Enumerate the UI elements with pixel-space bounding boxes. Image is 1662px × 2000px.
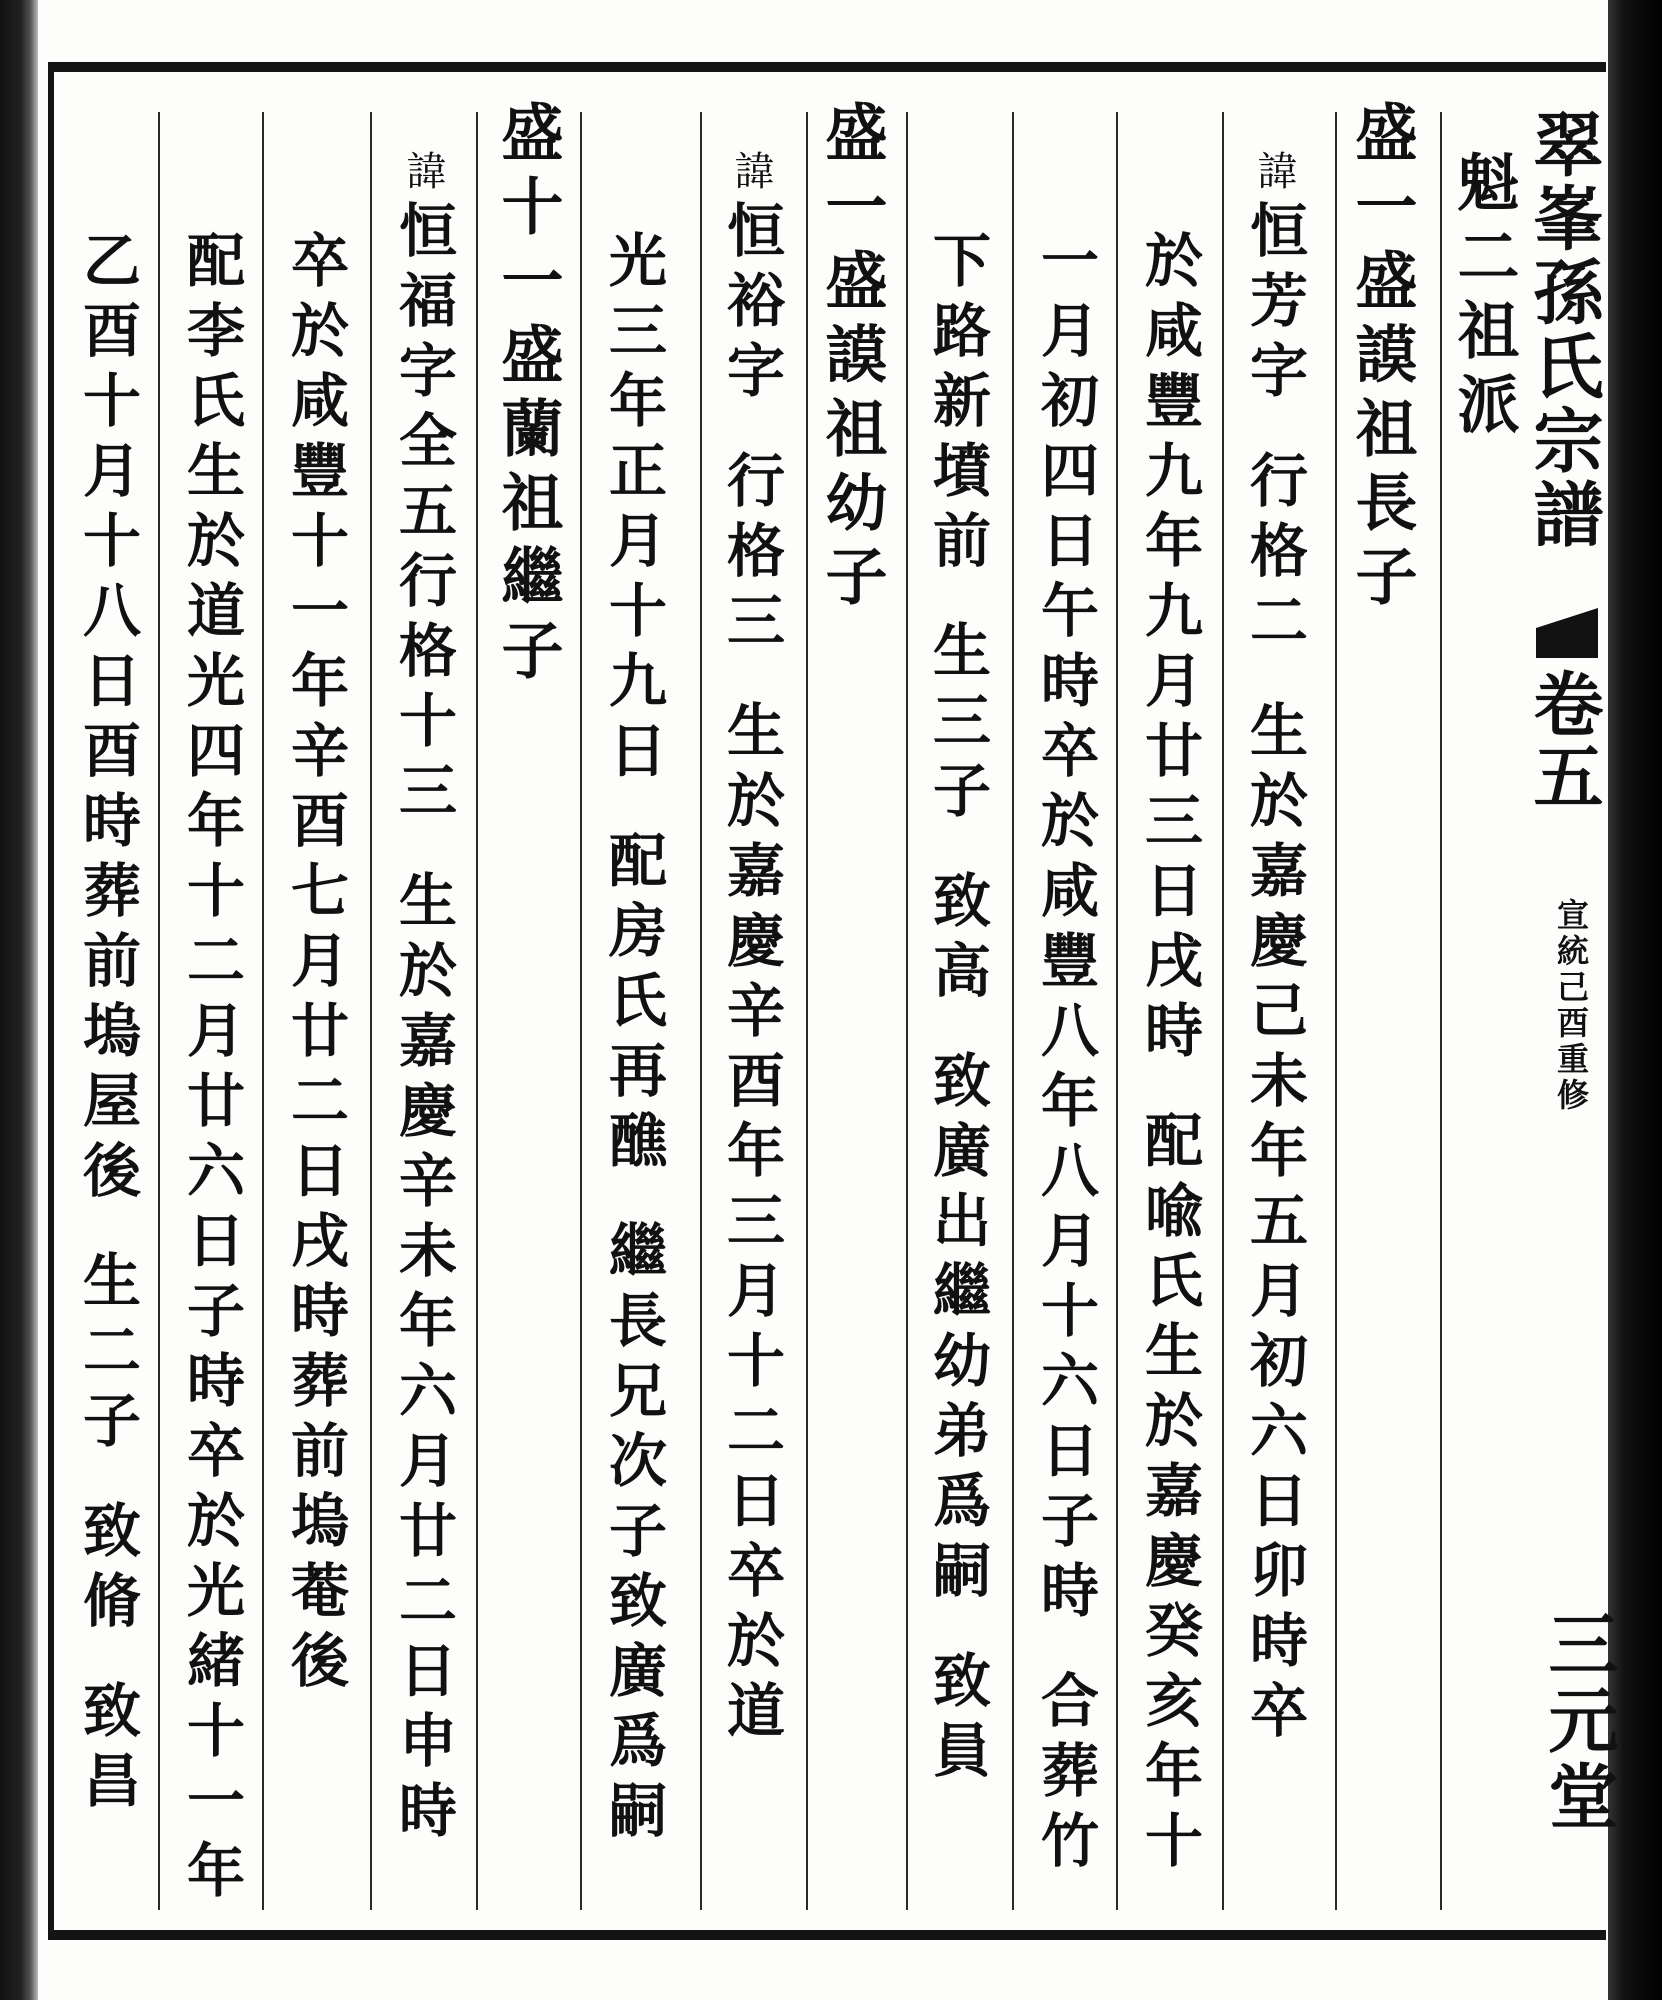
column-divider: [370, 112, 372, 1910]
edition-note: 宣統己酉重修: [1552, 898, 1590, 1114]
volume-label: 卷五: [1522, 668, 1605, 812]
child-name: 致廣出繼幼弟爲嗣: [923, 1050, 991, 1610]
fish-tail-mark: [1536, 608, 1598, 658]
column-divider: [158, 112, 160, 1910]
column-divider: [1440, 112, 1442, 1910]
branch-title: 魁二祖派: [1447, 150, 1520, 446]
child-name: 致高: [923, 870, 991, 1010]
taboo-name-mark: 諱: [1251, 150, 1297, 200]
text-column-11: [389, 150, 457, 1850]
children-count: 生三子: [923, 620, 991, 830]
taboo-name-mark: 諱: [400, 150, 446, 200]
death-record: 於咸豐九年九月廿三日戌時: [1135, 230, 1203, 1070]
text-column-8: [717, 150, 785, 1750]
heir-record: 繼長兄次子致廣爲嗣: [599, 1220, 667, 1850]
text-column-3: [1240, 150, 1308, 1750]
death-record: 光三年正月十九日: [599, 230, 667, 790]
column-divider: [580, 112, 582, 1910]
text-column-14: [73, 230, 141, 1820]
death-burial-record: 卒於咸豐十一年辛酉七月廿二日戌時葬前塢菴後: [281, 230, 349, 1700]
column-divider: [906, 112, 908, 1910]
text-column-4: [1135, 230, 1203, 1880]
column-divider: [806, 112, 808, 1910]
courtesy-name: 恒芳字: [1240, 200, 1308, 410]
spouse-record: 配喩氏生於嘉慶癸亥年十: [1135, 1110, 1203, 1880]
text-column-9: [599, 230, 667, 1850]
birth-record: 生於嘉慶辛酉年三月十二日卒於道: [717, 700, 785, 1750]
column-divider: [1012, 112, 1014, 1910]
text-column-7: [815, 100, 888, 618]
column-divider: [1116, 112, 1118, 1910]
spouse-dates: 一月初四日午時卒於咸豐八年八月十六日子時: [1031, 230, 1099, 1630]
text-column-5: [1031, 230, 1099, 1880]
text-column-2: [1345, 100, 1418, 618]
book-title: 翠峯孫氏宗譜: [1522, 108, 1605, 552]
children-count: 生二子: [73, 1250, 141, 1460]
burial-place: 下路新墳前: [923, 230, 991, 580]
generation-rank: 行格三: [717, 450, 785, 660]
binding-edge: [0, 0, 38, 2000]
spouse-record: 配李氏生於道光四年十二月廿六日子時卒於光緒十一年: [177, 230, 245, 1910]
courtesy-name: 恒福字全五行格十三: [389, 200, 457, 830]
book-title-column: [1522, 108, 1620, 1908]
column-divider: [476, 112, 478, 1910]
birth-record: 生於嘉慶辛未年六月廿二日申時: [389, 870, 457, 1850]
child-name: 致昌: [73, 1680, 141, 1820]
burial-record: 合葬竹: [1031, 1670, 1099, 1880]
person-heading: 盛十一盛蘭祖繼子: [491, 100, 564, 692]
child-name: 致員: [923, 1650, 991, 1790]
taboo-name-mark: 諱: [728, 150, 774, 200]
column-divider: [700, 112, 702, 1910]
text-column-12: [281, 230, 349, 1700]
spouse-death-burial: 乙酉十月十八日酉時葬前塢屋後: [73, 230, 141, 1210]
text-column-10: [491, 100, 564, 692]
hall-name: 三元堂: [1537, 1608, 1620, 1836]
courtesy-name: 恒裕字: [717, 200, 785, 410]
child-name: 致脩: [73, 1500, 141, 1640]
birth-record: 生於嘉慶己未年五月初六日卯時卒: [1240, 700, 1308, 1750]
text-column-6: [923, 230, 991, 1790]
text-column-1: [1447, 150, 1520, 446]
person-heading: 盛一盛謨祖幼子: [815, 100, 888, 618]
spouse-record: 配房氏再醮: [599, 830, 667, 1180]
generation-rank: 行格二: [1240, 450, 1308, 660]
person-heading: 盛一盛謨祖長子: [1345, 100, 1418, 618]
column-divider: [1222, 112, 1224, 1910]
column-divider: [262, 112, 264, 1910]
text-column-13: [177, 230, 245, 1910]
column-divider: [1335, 112, 1337, 1910]
